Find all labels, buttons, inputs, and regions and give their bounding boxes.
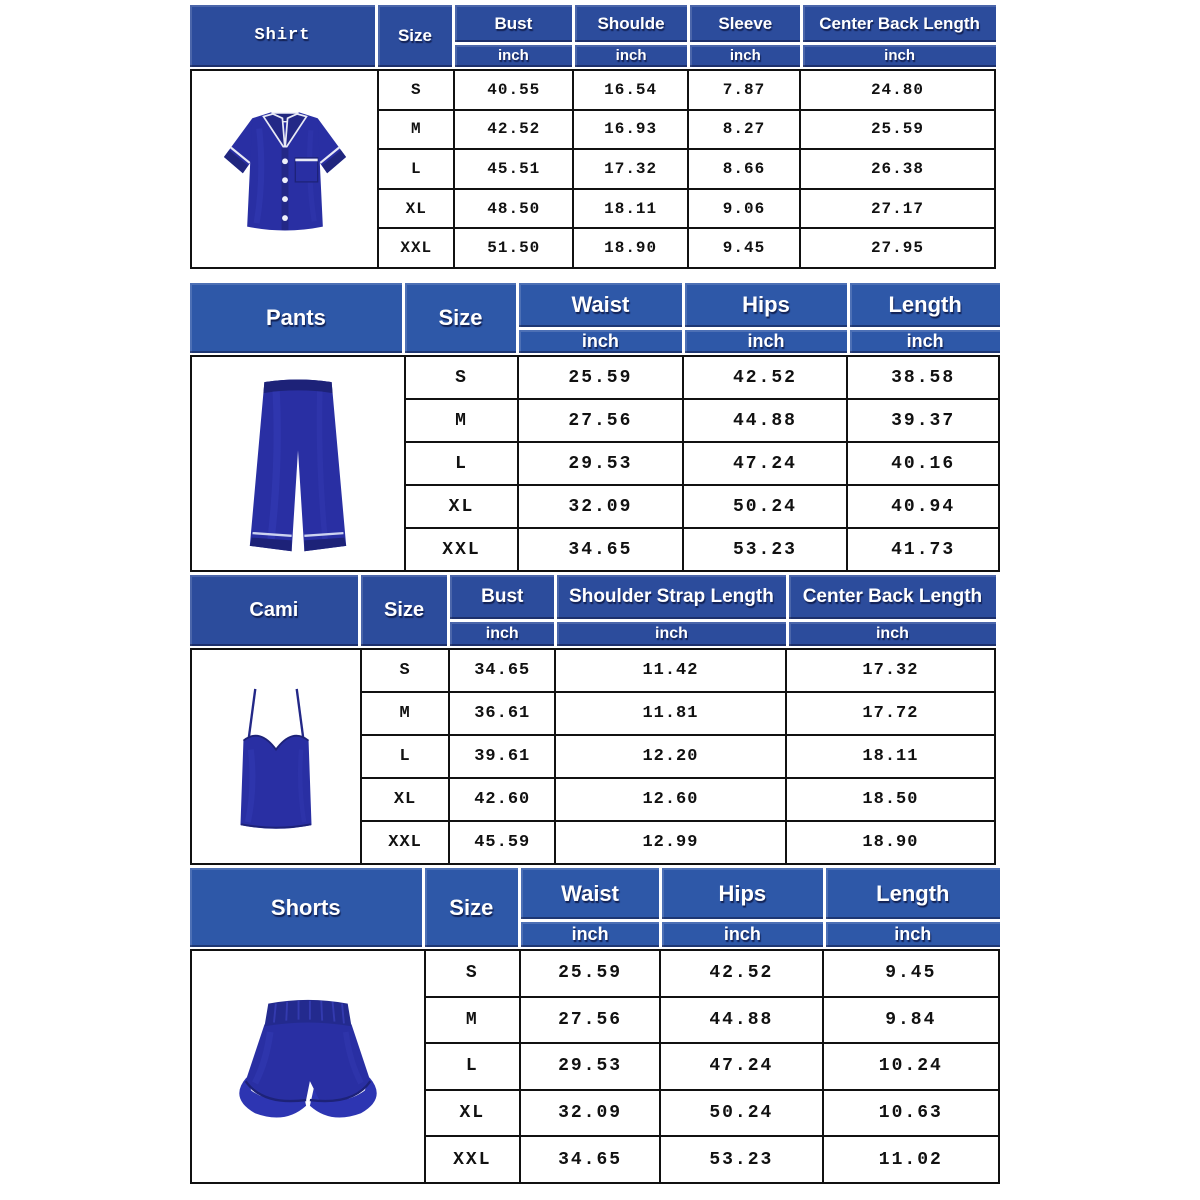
shorts-image bbox=[204, 971, 412, 1161]
value-cell: 34.65 bbox=[521, 1137, 659, 1182]
unit-cell: inch bbox=[690, 45, 800, 67]
size-cell: XL bbox=[362, 779, 449, 820]
size-column-header: Size bbox=[405, 283, 516, 353]
value-cell: 11.02 bbox=[824, 1137, 998, 1182]
value-cell: 38.58 bbox=[848, 357, 998, 398]
size-cell: M bbox=[426, 998, 520, 1043]
pants-table-body bbox=[190, 355, 1000, 572]
unit-cell: inch bbox=[455, 45, 572, 67]
value-cell: 29.53 bbox=[521, 1044, 659, 1089]
value-cell: 47.24 bbox=[684, 443, 847, 484]
value-cell: 53.23 bbox=[661, 1137, 822, 1182]
value-cell: 16.54 bbox=[574, 71, 687, 109]
value-cell: 34.65 bbox=[450, 650, 554, 691]
shirt-table-header bbox=[190, 5, 996, 67]
value-cell: 53.23 bbox=[684, 529, 847, 570]
value-cell: 12.20 bbox=[556, 736, 785, 777]
value-cell: 48.50 bbox=[455, 190, 572, 228]
value-cell: 25.59 bbox=[521, 951, 659, 996]
unit-cell: inch bbox=[521, 922, 659, 947]
size-cell: M bbox=[379, 111, 453, 149]
size-cell: XXL bbox=[406, 529, 517, 570]
value-cell: 26.38 bbox=[801, 150, 994, 188]
value-cell: 44.88 bbox=[684, 400, 847, 441]
column-header-hips: Hips bbox=[662, 868, 823, 919]
column-header-center-back-length: Center Back Length bbox=[789, 575, 996, 619]
unit-cell: inch bbox=[789, 622, 996, 646]
size-cell: XL bbox=[379, 190, 453, 228]
value-cell: 40.16 bbox=[848, 443, 998, 484]
unit-cell: inch bbox=[557, 622, 786, 646]
unit-cell: inch bbox=[450, 622, 554, 646]
size-column-header: Size bbox=[425, 868, 519, 947]
shirt-table-body bbox=[190, 69, 996, 269]
pants-table-header bbox=[190, 283, 1000, 353]
size-cell: M bbox=[362, 693, 449, 734]
value-cell: 11.42 bbox=[556, 650, 785, 691]
value-cell: 42.60 bbox=[450, 779, 554, 820]
value-cell: 44.88 bbox=[661, 998, 822, 1043]
shorts-table-body bbox=[190, 949, 1000, 1184]
column-header-bust: Bust bbox=[455, 5, 572, 42]
column-header-waist: Waist bbox=[521, 868, 659, 919]
value-cell: 39.61 bbox=[450, 736, 554, 777]
value-cell: 42.52 bbox=[455, 111, 572, 149]
product-label-cami: Cami bbox=[190, 575, 358, 646]
value-cell: 27.56 bbox=[521, 998, 659, 1043]
value-cell: 40.94 bbox=[848, 486, 998, 527]
value-cell: 18.11 bbox=[574, 190, 687, 228]
value-cell: 12.60 bbox=[556, 779, 785, 820]
value-cell: 39.37 bbox=[848, 400, 998, 441]
shorts-image-cell bbox=[192, 951, 424, 1182]
size-cell: L bbox=[406, 443, 517, 484]
value-cell: 9.06 bbox=[689, 190, 799, 228]
size-cell: S bbox=[362, 650, 449, 691]
size-cell: L bbox=[362, 736, 449, 777]
value-cell: 9.45 bbox=[824, 951, 998, 996]
value-cell: 10.63 bbox=[824, 1091, 998, 1136]
unit-cell: inch bbox=[519, 330, 682, 353]
value-cell: 36.61 bbox=[450, 693, 554, 734]
unit-cell: inch bbox=[826, 922, 1000, 947]
size-column-header: Size bbox=[361, 575, 448, 646]
size-cell: XXL bbox=[379, 229, 453, 267]
cami-size-table bbox=[190, 575, 996, 865]
value-cell: 50.24 bbox=[661, 1091, 822, 1136]
column-header-bust: Bust bbox=[450, 575, 554, 619]
value-cell: 16.93 bbox=[574, 111, 687, 149]
value-cell: 27.95 bbox=[801, 229, 994, 267]
value-cell: 9.45 bbox=[689, 229, 799, 267]
value-cell: 7.87 bbox=[689, 71, 799, 109]
value-cell: 45.59 bbox=[450, 822, 554, 863]
unit-cell: inch bbox=[685, 330, 848, 353]
value-cell: 12.99 bbox=[556, 822, 785, 863]
size-cell: XL bbox=[426, 1091, 520, 1136]
column-header-waist: Waist bbox=[519, 283, 682, 327]
value-cell: 18.90 bbox=[574, 229, 687, 267]
size-cell: S bbox=[426, 951, 520, 996]
value-cell: 27.17 bbox=[801, 190, 994, 228]
cami-table-body bbox=[190, 648, 996, 865]
value-cell: 29.53 bbox=[519, 443, 682, 484]
column-header-length: Length bbox=[826, 868, 1000, 919]
size-cell: S bbox=[406, 357, 517, 398]
size-column-header: Size bbox=[378, 5, 452, 67]
size-cell: L bbox=[379, 150, 453, 188]
shirt-image bbox=[199, 78, 371, 260]
column-header-sleeve: Sleeve bbox=[690, 5, 800, 42]
product-label-shirt: Shirt bbox=[190, 5, 375, 67]
value-cell: 18.11 bbox=[787, 736, 994, 777]
value-cell: 18.50 bbox=[787, 779, 994, 820]
size-cell: L bbox=[426, 1044, 520, 1089]
cami-table-header bbox=[190, 575, 996, 646]
unit-cell: inch bbox=[575, 45, 688, 67]
value-cell: 32.09 bbox=[521, 1091, 659, 1136]
product-label-shorts: Shorts bbox=[190, 868, 422, 947]
cami-image bbox=[202, 657, 350, 857]
value-cell: 34.65 bbox=[519, 529, 682, 570]
value-cell: 25.59 bbox=[801, 111, 994, 149]
value-cell: 51.50 bbox=[455, 229, 572, 267]
product-label-pants: Pants bbox=[190, 283, 402, 353]
value-cell: 40.55 bbox=[455, 71, 572, 109]
pants-size-table bbox=[190, 283, 1000, 572]
pants-image bbox=[205, 364, 391, 564]
size-cell: S bbox=[379, 71, 453, 109]
value-cell: 27.56 bbox=[519, 400, 682, 441]
pants-image-cell bbox=[192, 357, 404, 570]
value-cell: 10.24 bbox=[824, 1044, 998, 1089]
column-header-length: Length bbox=[850, 283, 1000, 327]
size-cell: M bbox=[406, 400, 517, 441]
value-cell: 17.72 bbox=[787, 693, 994, 734]
shirt-image-cell bbox=[192, 71, 377, 267]
value-cell: 45.51 bbox=[455, 150, 572, 188]
value-cell: 17.32 bbox=[787, 650, 994, 691]
size-cell: XXL bbox=[426, 1137, 520, 1182]
size-cell: XL bbox=[406, 486, 517, 527]
shirt-size-table bbox=[190, 5, 996, 269]
value-cell: 8.27 bbox=[689, 111, 799, 149]
value-cell: 11.81 bbox=[556, 693, 785, 734]
shorts-table-header bbox=[190, 868, 1000, 947]
unit-cell: inch bbox=[850, 330, 1000, 353]
value-cell: 41.73 bbox=[848, 529, 998, 570]
value-cell: 8.66 bbox=[689, 150, 799, 188]
value-cell: 42.52 bbox=[661, 951, 822, 996]
shorts-size-table bbox=[190, 868, 1000, 1184]
column-header-hips: Hips bbox=[685, 283, 848, 327]
value-cell: 50.24 bbox=[684, 486, 847, 527]
value-cell: 17.32 bbox=[574, 150, 687, 188]
column-header-center-back-length: Center Back Length bbox=[803, 5, 996, 42]
unit-cell: inch bbox=[803, 45, 996, 67]
value-cell: 47.24 bbox=[661, 1044, 822, 1089]
size-cell: XXL bbox=[362, 822, 449, 863]
column-header-shoulder-strap-length: Shoulder Strap Length bbox=[557, 575, 786, 619]
value-cell: 25.59 bbox=[519, 357, 682, 398]
unit-cell: inch bbox=[662, 922, 823, 947]
cami-image-cell bbox=[192, 650, 360, 863]
value-cell: 18.90 bbox=[787, 822, 994, 863]
value-cell: 32.09 bbox=[519, 486, 682, 527]
value-cell: 42.52 bbox=[684, 357, 847, 398]
column-header-shoulder: Shoulde bbox=[575, 5, 688, 42]
value-cell: 24.80 bbox=[801, 71, 994, 109]
value-cell: 9.84 bbox=[824, 998, 998, 1043]
